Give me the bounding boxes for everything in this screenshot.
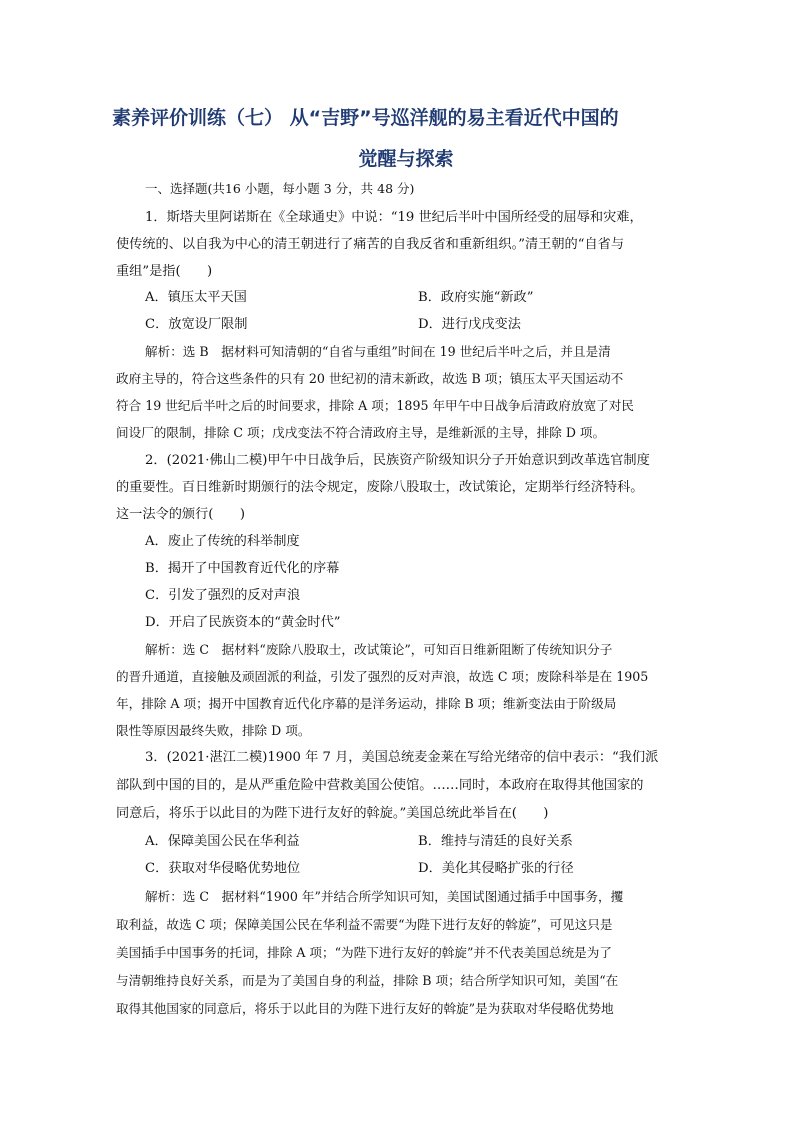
q1-stem-line: 1．斯塔夫里阿诺斯在《全球通史》中说：“19 世纪后半叶中国所经受的屈辱和灾难，: [145, 210, 643, 225]
q3-analysis-line: 取得其他国家的同意后，将乐于以此目的为陛下进行友好的斡旋”是为获取对华侵略优势地: [116, 1001, 614, 1016]
q2-analysis-line: 的晋升通道，直接触及顽固派的利益，引发了强烈的反对声浪，故选 C 项；废除科举是在 1905: [116, 669, 649, 684]
q3-analysis-line: 美国插手中国事务的托词，排除 A 项；“为陛下进行友好的斡旋”并不代表美国总统是为了: [116, 945, 612, 960]
q1-analysis-line: 解析：选 B 据材料可知清朝的“自省与重组”时间在 19 世纪后半叶之后，并且是清: [145, 344, 611, 359]
q1-stem-line: 使传统的、以自我为中心的清王朝进行了痛苦的自我反省和重新组织。”清王朝的“自省与: [116, 237, 625, 252]
q1-option-d: D．进行戊戌变法: [418, 317, 521, 332]
q3-analysis-line: 取利益，故选 C 项；保障美国公民在华利益不需要“为陛下进行友好的斡旋”，可见这只是: [116, 917, 613, 932]
q3-stem-line: 3．(2021·湛江二模)1900 年 7 月，美国总统麦金莱在写给光绪帝的信中表示：“我们派: [145, 750, 659, 765]
q2-option-b: B．揭开了中国教育近代化的序幕: [145, 561, 340, 576]
q2-option-c: C．引发了强烈的反对声浪: [145, 588, 301, 603]
q2-analysis-line: 限性等原因最终失败，排除 D 项。: [116, 723, 311, 738]
q2-option-a: A．废止了传统的科举制度: [145, 534, 300, 549]
q3-stem-line: 同意后，将乐于以此目的为陛下进行友好的斡旋。”美国总统此举旨在( ): [116, 806, 549, 821]
section-heading: 一、选择题(共16 小题，每小题 3 分，共 48 分): [145, 181, 415, 196]
page-title-continued: 觉醒与探索: [358, 148, 454, 170]
q1-option-a: A．镇压太平天国: [145, 290, 247, 305]
q2-stem-line: 2．(2021·佛山二模)甲午中日战争后，民族资产阶级知识分子开始意识到改革选官制度: [145, 453, 650, 468]
q1-option-c: C．放宽设厂限制: [145, 317, 248, 332]
q1-stem-line: 重组”是指( ): [116, 264, 213, 279]
q3-option-d: D．美化其侵略扩张的行径: [418, 861, 574, 876]
q3-option-a: A．保障美国公民在华利益: [145, 834, 300, 849]
page-title: 素养评价训练（七） 从“吉野”号巡洋舰的易主看近代中国的: [112, 107, 619, 129]
q3-analysis-line: 解析：选 C 据材料“1900 年”并结合所学知识可知，美国试图通过插手中国事务，攫: [145, 889, 624, 904]
q2-analysis-line: 解析：选 C 据材料“废除八股取士，改试策论”，可知百日维新阻断了传统知识分子: [145, 642, 613, 657]
q2-analysis-line: 年，排除 A 项；揭开中国教育近代化序幕的是洋务运动，排除 B 项；维新变法由于阶级局: [116, 696, 617, 711]
q2-stem-line: 这一法令的颁行( ): [116, 507, 245, 522]
q3-option-c: C．获取对华侵略优势地位: [145, 861, 301, 876]
q3-analysis-line: 与清朝维持良好关系，而是为了美国自身的利益，排除 B 项；结合所学知识可知，美国“在: [116, 973, 619, 988]
q1-analysis-line: 政府主导的，符合这些条件的只有 20 世纪初的清末新政，故选 B 项；镇压太平天国运动不: [116, 371, 624, 386]
q1-option-b: B．政府实施“新政”: [418, 290, 534, 305]
q1-analysis-line: 符合 19 世纪后半叶之后的时间要求，排除 A 项；1895 年甲午中日战争后清政府放宽了对民: [116, 398, 634, 413]
q2-stem-line: 的重要性。百日维新时期颁行的法令规定，废除八股取士，改试策论，定期举行经济特科。: [116, 480, 644, 495]
q3-stem-line: 部队到中国的目的，是从严重危险中营救美国公使馆。……同时，本政府在取得其他国家的: [116, 778, 644, 793]
q1-analysis-line: 间设厂的限制，排除 C 项；戊戌变法不符合清政府主导，是维新派的主导，排除 D 项。: [116, 425, 606, 440]
q2-option-d: D．开启了民族资本的“黄金时代”: [145, 615, 341, 630]
q3-option-b: B．维持与清廷的良好关系: [418, 834, 573, 849]
